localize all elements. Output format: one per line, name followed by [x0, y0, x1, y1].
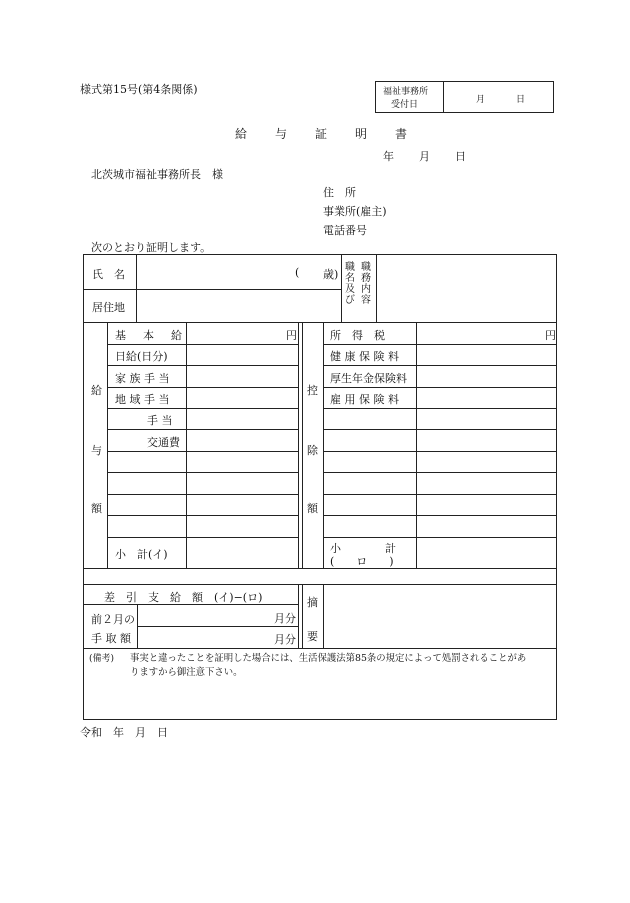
deduction-section-label-1: 控 [307, 384, 318, 397]
income-section-label-1: 給 [91, 384, 102, 397]
date-month: 月 [419, 150, 430, 163]
prev-takehome-label-1: 前２月の [91, 613, 135, 626]
note-line-2: りますから御注意下さい。 [130, 667, 243, 678]
receipt-month: 月 [476, 95, 486, 105]
income-row-divider [107, 537, 298, 538]
residence-label: 居住地 [92, 301, 125, 314]
income-row-4: 地 域 手 当 [115, 393, 170, 406]
form-number: 様式第15号(第4条関係) [80, 83, 198, 96]
addressee: 北茨城市福祉事務所長 様 [91, 168, 223, 181]
deduction-row-divider [323, 451, 557, 452]
deduction-subtotal-2: ( ロ ) [330, 555, 394, 568]
deduction-subtotal-1: 小 計 [330, 542, 396, 555]
income-section-label-3: 額 [91, 502, 102, 515]
income-row-divider [107, 451, 298, 452]
deduction-row-divider [323, 408, 557, 409]
income-yen: 円 [286, 329, 297, 342]
note-label: (備考) [89, 654, 115, 664]
age-open: ( [295, 266, 300, 279]
income-row-divider [107, 494, 298, 495]
intro-text: 次のとおり証明します。 [91, 241, 212, 254]
job-label-left: 職名及び [345, 262, 355, 306]
income-row-1: 基 本 給 [115, 329, 185, 342]
issuer-address-label: 住 所 [323, 186, 356, 199]
deduction-row-4: 雇 用 保 険 料 [330, 393, 399, 406]
income-row-divider [107, 365, 298, 366]
month-unit-2: 月分 [274, 633, 296, 646]
remarks-label-1: 摘 [307, 596, 318, 609]
income-row-divider [107, 515, 298, 516]
issuer-employer-label: 事業所(雇主) [323, 205, 387, 218]
month-unit-1: 月分 [274, 612, 296, 625]
deduction-row-divider [323, 472, 557, 473]
name-label: 氏 名 [92, 268, 125, 281]
remarks-label-2: 要 [307, 630, 318, 643]
income-row-divider [107, 387, 298, 388]
receipt-label-2: 受付日 [391, 100, 419, 110]
deduction-section-label-2: 除 [307, 444, 318, 457]
income-row-divider [107, 429, 298, 430]
deduction-row-divider [323, 429, 557, 430]
deduction-section-label-3: 額 [307, 502, 318, 515]
deduction-row-divider [323, 515, 557, 516]
income-row-6: 交通費 [147, 436, 180, 449]
deduction-row-3: 厚生年金保険料 [330, 372, 407, 385]
age-close: 歳) [323, 268, 339, 281]
income-subtotal: 小 計(イ) [115, 548, 168, 561]
income-row-5: 手 当 [147, 414, 173, 427]
income-row-divider [107, 344, 298, 345]
income-row-divider [107, 408, 298, 409]
deduction-row-divider [323, 365, 557, 366]
deduction-row-2: 健 康 保 険 料 [330, 350, 399, 363]
deduction-row-divider [323, 344, 557, 345]
deduction-row-1: 所 得 税 [330, 329, 385, 342]
deduction-row-divider [323, 494, 557, 495]
page-title: 給 与 証 明 書 [235, 127, 416, 141]
job-label-right: 職務内容 [361, 262, 371, 306]
income-row-divider [107, 472, 298, 473]
deduction-row-divider [323, 387, 557, 388]
receipt-label-1: 福祉事務所 [383, 87, 429, 97]
net-pay-label: 差 引 支 給 額 (イ)−(ロ) [104, 591, 263, 604]
receipt-day: 日 [516, 95, 526, 105]
note-line-1: 事実と違ったことを証明した場合には、生活保護法第85条の規定によって処罰されることがあ [130, 653, 527, 664]
income-row-3: 家 族 手 当 [115, 372, 170, 385]
income-section-label-2: 与 [91, 444, 102, 457]
prev-takehome-label-2: 手 取 額 [91, 632, 131, 645]
deduction-row-divider [323, 537, 557, 538]
era-date: 令和 年 月 日 [80, 726, 168, 739]
income-row-2: 日給(日分) [115, 350, 168, 363]
date-year: 年 [383, 150, 394, 163]
issuer-phone-label: 電話番号 [323, 224, 367, 237]
deduction-yen: 円 [545, 329, 556, 342]
date-day: 日 [455, 150, 466, 163]
